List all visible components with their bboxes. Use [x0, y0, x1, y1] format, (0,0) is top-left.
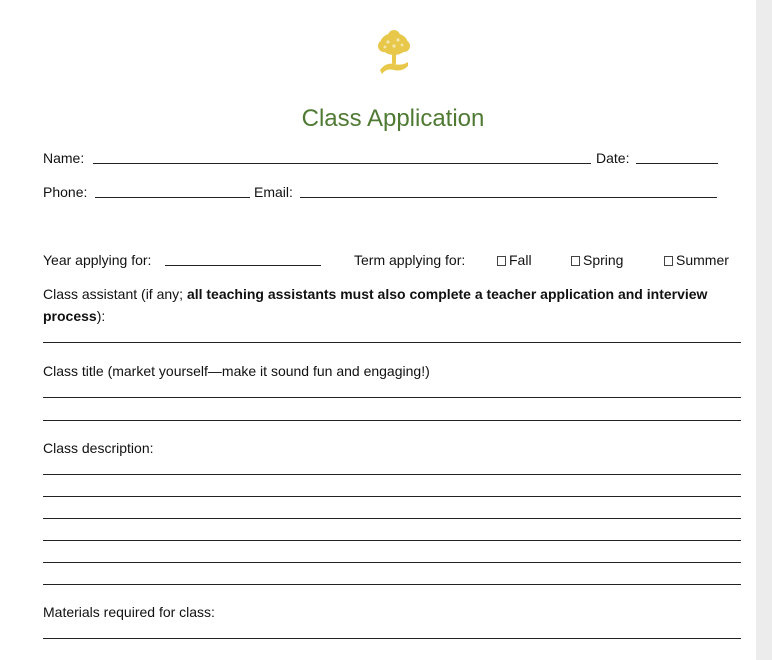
term-option-summer[interactable]: [664, 251, 729, 269]
description-answer-line[interactable]: [43, 540, 741, 541]
description-answer-line[interactable]: [43, 584, 741, 585]
assistant-suffix: ):: [96, 308, 106, 324]
class-title-label: Class title (market yourself—make it sound fun and engaging!): [43, 363, 430, 379]
name-field[interactable]: [93, 163, 591, 164]
term-option-label: Summer: [676, 252, 729, 268]
term-option-fall[interactable]: [497, 251, 532, 269]
scrollbar-track[interactable]: [756, 0, 772, 660]
phone-label: Phone:: [43, 184, 88, 200]
term-label: Term applying for:: [354, 252, 466, 268]
email-label: Email:: [254, 184, 293, 200]
term-option-spring[interactable]: [571, 251, 623, 269]
date-field[interactable]: [636, 163, 718, 164]
name-label: Name:: [43, 150, 85, 166]
assistant-prefix: Class assistant (if any;: [43, 286, 187, 302]
term-option-label: Spring: [583, 252, 624, 268]
checkbox-icon[interactable]: [497, 256, 506, 266]
phone-field[interactable]: [95, 197, 250, 198]
assistant-note-end: process: [43, 308, 97, 324]
description-answer-line[interactable]: [43, 562, 741, 563]
assistant-answer-line[interactable]: [43, 342, 741, 343]
date-label: Date:: [596, 150, 630, 166]
page-title: Class Application: [301, 105, 485, 132]
year-label: Year applying for:: [43, 252, 152, 268]
description-label: Class description:: [43, 440, 154, 456]
class-title-answer-line[interactable]: [43, 397, 741, 398]
email-field[interactable]: [300, 197, 717, 198]
assistant-label-line1: [43, 285, 707, 303]
year-field[interactable]: [165, 265, 321, 266]
class-title-answer-line[interactable]: [43, 420, 741, 421]
description-answer-line[interactable]: [43, 496, 741, 497]
checkbox-icon[interactable]: [664, 256, 673, 266]
term-option-label: Fall: [509, 252, 532, 268]
materials-answer-line[interactable]: [43, 638, 741, 639]
materials-label: Materials required for class:: [43, 604, 215, 620]
tree-logo-icon: [374, 30, 414, 76]
checkbox-icon[interactable]: [571, 256, 580, 266]
description-answer-line[interactable]: [43, 518, 741, 519]
assistant-note: all teaching assistants must also complete a teacher application and interview: [186, 286, 708, 302]
description-answer-line[interactable]: [43, 474, 741, 475]
assistant-label-line2: [43, 307, 105, 325]
